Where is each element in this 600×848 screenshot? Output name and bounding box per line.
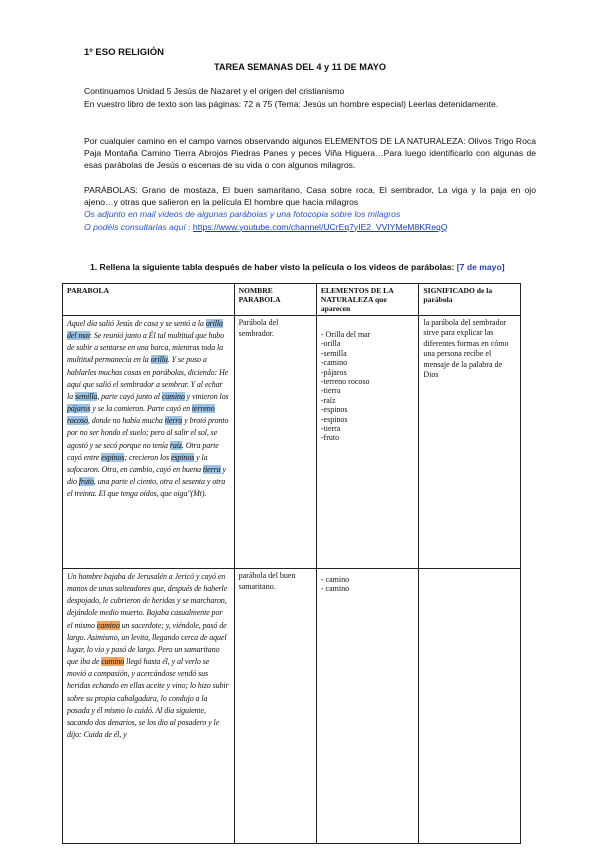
intro-parables: PARÁBOLAS: Grano de mostaza, El buen samaritano, Casa sobre roca, El sembrador, La viga y la paja en ojo ajeno…y otras que salieron en la película El hombre que hacía milagros bbox=[84, 185, 536, 208]
sower-name: Parábola del sembrador. bbox=[238, 318, 279, 338]
highlight: orilla bbox=[150, 355, 168, 365]
list-item: -terreno rocoso bbox=[320, 377, 370, 387]
header-parabola: PARABOLA bbox=[63, 284, 235, 316]
highlight: tierra bbox=[202, 464, 221, 474]
sower-elements-list bbox=[321, 330, 415, 443]
list-item: -espinos bbox=[320, 414, 348, 424]
highlight: espinos bbox=[170, 452, 195, 462]
parables-table bbox=[62, 283, 521, 844]
list-item: -semilla bbox=[320, 348, 347, 358]
samaritan-elements-cell[interactable] bbox=[316, 569, 419, 844]
samaritan-text-cell[interactable] bbox=[63, 569, 235, 844]
samaritan-elements-list bbox=[321, 575, 415, 594]
samaritan-story: Un hombre bajaba de Jerusalén a Jericó y cayó en manos de unos salteadores que, después de haberle despojado, le cubrieron de heridas y se marcharon, dejándole medio muerto. Bajaba casualmente por el mismo camino un sacerdote; y, viéndole, pasó de largo. Asimismo, un levita, llegando cerca de aquel lugar, lo vio y pasó de largo. Pero un samaritano que iba de camino llegó hasta él, y al verlo se movió a compasión, y acercándose vendó sus heridas echando en ellas aceite y vino; lo hizo subir sobre su propia cabalgadura, lo condujo a la posada y él mismo lo cuidó. Al día siguiente, sacando dos denarios, se los dio al posadero y le dijo: Cuida de él, y bbox=[67, 572, 229, 740]
list-item: - camino bbox=[320, 584, 350, 594]
highlight: fruto bbox=[78, 477, 94, 487]
list-item: -espinos bbox=[320, 405, 348, 415]
course-label: 1º ESO RELIGIÓN bbox=[84, 47, 165, 58]
sower-elements-cell[interactable] bbox=[316, 316, 419, 569]
intro-nature-elements: Por cualquier camino en el campo vamos observando algunos ELEMENTOS DE LA NATURALEZA: Olivos Trigo Roca Paja Montaña Camino Tierra Abrojos Piedras Panes y peces Viña Higuera…Para luego identificarlo con algunas de esas parábolas de Jesús o escenas de su vida o con algunos milagros. bbox=[84, 136, 536, 171]
sower-meaning: la parábola del sembrador sirve para explicar las diferentes formas en cómo una persona recibe el mensaje de la palabra de Dios bbox=[423, 318, 509, 380]
header-meaning: SIGNIFICADO de la parábola bbox=[419, 284, 521, 316]
sower-story: Aquel día salió Jesús de casa y se sentó a la orilla del mar. Se reunió junto a Él tal multitud que hubo de subir a sentarse en una barca, mientras toda la multitud permanecía en la orilla. Y se puso a hablarles muchas cosas en parábolas, diciendo: He aquí que salió el sembrador a sembrar. Y al echar la semilla, parte cayó junto al camino y vinieron los pájaros y se la comieron. Parte cayó en terreno rocoso, donde no había mucha tierra y brotó pronto por no ser hondo el suelo; pero al salir el sol, se agostó y se secó porque no tenía raíz. Otra parte cayó entre espinos; crecieron los espinos y la sofocaron. Otra, en cambio, cayó en buena tierra y dio fruto, una parte el ciento, otra el sesenta y otra el treinta. El que tenga oídos, que oiga"(Mt). bbox=[67, 319, 229, 499]
table-row bbox=[63, 316, 521, 569]
list-item: - camino bbox=[320, 575, 350, 584]
table-row bbox=[63, 569, 521, 844]
highlight: camino bbox=[96, 620, 120, 630]
table-header-row bbox=[63, 284, 521, 316]
intro-pages: En vuestro libro de texto son las páginas: 72 a 75 (Tema: Jesús un hombre especial) Leerlas detenidamente. bbox=[84, 99, 499, 109]
question-date: [7 de mayo] bbox=[456, 262, 505, 272]
samaritan-meaning-cell[interactable] bbox=[419, 569, 521, 844]
highlight: pájaros bbox=[67, 404, 91, 414]
intro-unit: Continuamos Unidad 5 Jesús de Nazaret y el origen del cristianismo bbox=[84, 86, 345, 96]
question-1 bbox=[90, 262, 505, 272]
sower-text-cell[interactable] bbox=[63, 316, 235, 569]
highlight: orilla del mar bbox=[67, 319, 223, 341]
list-item: -pájaros bbox=[320, 367, 347, 377]
consult-note: O podéis consultarlas aquí : bbox=[84, 221, 191, 232]
list-item: - Orilla del mar bbox=[320, 330, 371, 339]
videos-note: Os adjunto en mail videos de algunas parábolas y una fotocopia sobre los milagros bbox=[84, 209, 401, 220]
list-item: -raíz bbox=[320, 395, 336, 405]
highlight: espinos bbox=[101, 452, 125, 462]
highlight: camino bbox=[161, 391, 185, 401]
list-item: -fruto bbox=[320, 433, 340, 443]
list-item: -camino bbox=[320, 358, 348, 368]
samaritan-name-cell[interactable] bbox=[234, 569, 316, 844]
highlight: camino bbox=[101, 657, 125, 667]
highlight: tierra bbox=[164, 416, 183, 426]
list-item: -orilla bbox=[320, 339, 341, 349]
header-name: NOMBRE PARABOLA bbox=[234, 284, 316, 316]
question-text: 1. Rellena la siguiente tabla después de haber visto la película o los videos de parábolas: bbox=[90, 262, 455, 272]
youtube-link[interactable]: https://www.youtube.com/channel/UCrEq7yIE2_VVIYMeM8KReqQ bbox=[192, 221, 448, 232]
page-title: TAREA SEMANAS DEL 4 y 11 DE MAYO bbox=[213, 62, 387, 72]
header-elements: ELEMENTOS DE LA NATURALEZA que aparecen bbox=[316, 284, 419, 316]
list-item: -tierra bbox=[320, 386, 341, 396]
sower-meaning-cell[interactable] bbox=[419, 316, 521, 569]
samaritan-name: parábola del buen samaritano. bbox=[238, 571, 296, 591]
highlight: raíz bbox=[169, 440, 182, 450]
intro-parables-block bbox=[84, 184, 536, 233]
list-item: -tierra bbox=[320, 424, 341, 434]
sower-name-cell[interactable] bbox=[234, 316, 316, 569]
highlight: semilla bbox=[74, 391, 98, 401]
highlight: terreno rocoso bbox=[67, 404, 215, 426]
